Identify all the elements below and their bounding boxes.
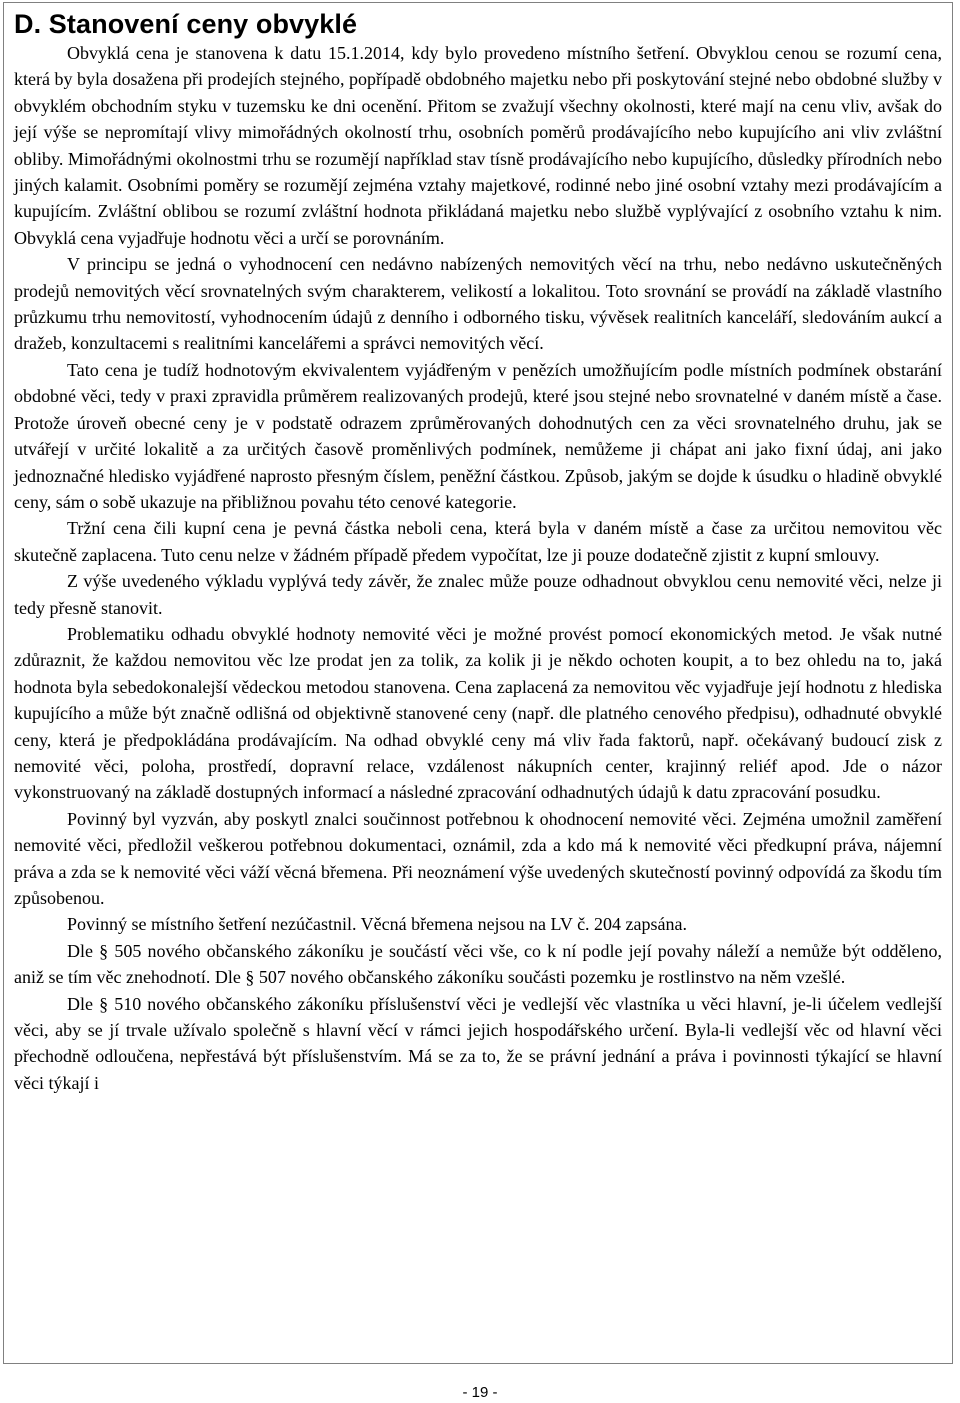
page-frame <box>3 2 953 1364</box>
paragraph: Dle § 505 nového občanského zákoníku je součástí věci vše, co k ní podle její povahy náleží a nemůže být odděleno, aniž se tím věc znehodnotí. Dle § 507 nového občanského zákoníku součásti pozemku je rostlinstvo na něm vzešlé. <box>14 940 942 988</box>
page-number: - 19 - <box>462 1384 498 1401</box>
section-heading: D. Stanovení ceny obvyklé <box>14 9 358 39</box>
paragraph: Tržní cena čili kupní cena je pevná částka neboli cena, která byla v daném místě a čase za určitou nemovitou věc skutečně zaplacena. Tuto cenu nelze v žádném případě předem vypočítat, lze ji pouze dodatečně zjistit z kupní smlouvy. <box>14 518 942 565</box>
body-text <box>14 40 942 1096</box>
paragraph: Problematiku odhadu obvyklé hodnoty nemovité věci je možné provést pomocí ekonomických metod. Je však nutné zdůraznit, že každou nemovitou věc lze prodat jen za tolik, za kolik ji je někdo ochoten koupit, a to bez ohledu na to, jaká hodnota byla sebedokonalejší vědeckou metodou stanovena. Cena zaplacená za nemovitou věc vyjadřuje její hodnotu z hlediska kupujícího a může být značně odlišná od objektivně stanovené ceny (např. dle platného cenového předpisu), odhadnuté obvyklé ceny, která je předpokládána prodávajícím. Na odhad obvyklé ceny má vliv řada faktorů, např. očekávaný budoucí zisk z nemovité věci, poloha, prostředí, dopravní relace, vzdálenost nákupních center, krajinný reliéf apod. Jde o názor vykonstruovaný na základě dostupných informací a následné zpracování odhadnutých údajů k datu zpracování posudku. <box>14 623 942 803</box>
paragraph: Tato cena je tudíž hodnotovým ekvivalentem vyjádřeným v penězích umožňujícím podle místních podmínek obstarání obdobné věci, tedy v praxi zpravidla průměrem realizovaných prodejů, které jsou stejné nebo srovnatelné v daném místě a čase. Protože úroveň obecné ceny je v podstatě odrazem zprůměrovaných dohodnutých cen za věci srovnatelného druhu, jak se utvářejí v určité lokalitě a za určitých časově proměnlivých podmínek, nemůžeme ji chápat ani jako fixní údaj, ani jako jednoznačné hledisko vyjádřené naprosto přesným číslem, peněžní částkou. Způsob, jakým se dojde k úsudku o hladině obvyklé ceny, sám o sobě ukazuje na přibližnou povahu této cenové kategorie. <box>14 359 942 512</box>
paragraph: Dle § 510 nového občanského zákoníku příslušenství věci je vedlejší věc vlastníka u věci hlavní, je-li účelem vedlejší věci, aby se jí trvale užívalo společně s hlavní věcí v rámci jejich hospodářského určení. Byla-li vedlejší věc od hlavní věci přechodně odloučena, nepřestává být příslušenstvím. Má se za to, že se právní jednání a práva i povinnosti týkající se hlavní věci týkají i <box>14 993 942 1093</box>
paragraph: Povinný se místního šetření nezúčastnil. Věcná břemena nejsou na LV č. 204 zapsána. <box>67 914 688 935</box>
paragraph: Obvyklá cena je stanovena k datu 15.1.2014, kdy bylo provedeno místního šetření. Obvyklou cenou se rozumí cena, která by byla dosažena při prodejích stejného, popřípadě obdobného majetku nebo při poskytování stejné nebo obdobné služby v obvyklém obchodním styku v tuzemsku ke dni ocenění. Přitom se zvažují všechny okolnosti, které mají na cenu vliv, avšak do její výše se nepromítají vlivy mimořádných okolností trhu, osobních poměrů prodávajícího nebo kupujícího ani vliv zvláštní obliby. Mimořádnými okolnostmi trhu se rozumějí například stav tísně prodávajícího nebo kupujícího, důsledky přírodních nebo jiných kalamit. Osobními poměry se rozumějí zejména vztahy majetkové, rodinné nebo jiné osobní vztahy mezi prodávajícím a kupujícím. Zvláštní oblibou se rozumí zvláštní hodnota přikládaná majetku nebo službě vyplývající z osobního vztahu k nim. Obvyklá cena vyjadřuje hodnotu věci a určí se porovnáním. <box>14 43 942 248</box>
paragraph: Povinný byl vyzván, aby poskytl znalci součinnost potřebnou k ohodnocení nemovité věci. Zejména umožnil zaměření nemovité věci, předložil veškerou potřebnou dokumentaci, oznámil, zda a kdo má k nemovité věci předkupní práva, nájemní práva a zda se k nemovité věci váží věcná břemena. Při neoznámení výše uvedených skutečností povinný odpovídá za škodu tím způsobenou. <box>14 808 942 908</box>
paragraph: V principu se jedná o vyhodnocení cen nedávno nabízených nemovitých věcí na trhu, nebo nedávno uskutečněných prodejů nemovitých věcí srovnatelných svým charakterem, velikostí a lokalitou. Toto srovnání se provádí na základě vlastního průzkumu trhu nemovitostí, vyhodnocením údajů z denního i odborného tisku, vývěsek realitních kanceláří, sledováním aukcí a dražeb, konzultacemi s realitními kancelářemi a správci nemovitých věcí. <box>14 254 942 354</box>
paragraph: Z výše uvedeného výkladu vyplývá tedy závěr, že znalec může pouze odhadnout obvyklou cenu nemovité věci, nelze ji tedy přesně stanovit. <box>14 571 942 618</box>
